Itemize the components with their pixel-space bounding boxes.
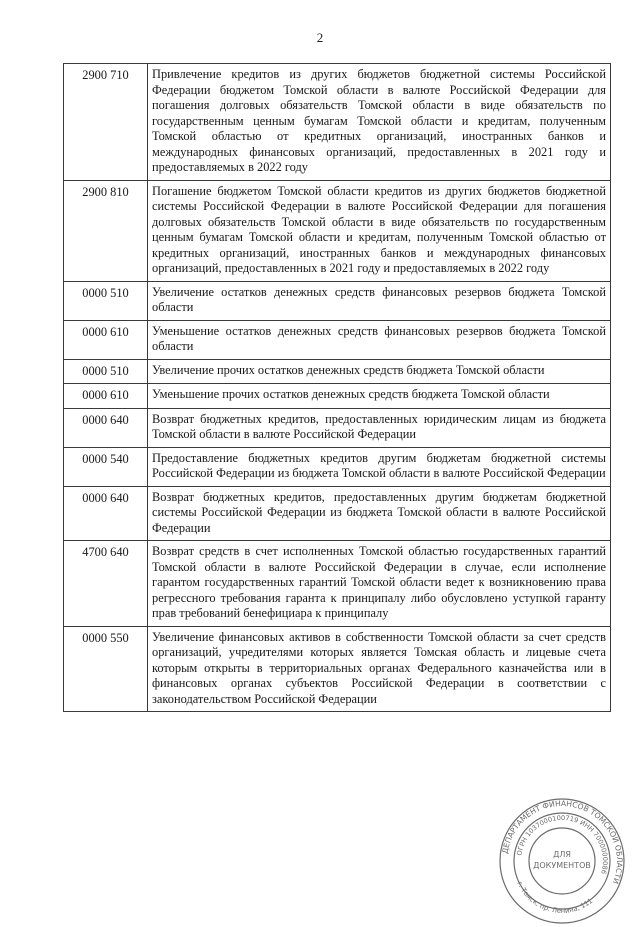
seal-icon [496, 795, 628, 927]
table-row [64, 541, 611, 627]
row-description: Увеличение прочих остатков денежных средств бюджета Томской области [148, 359, 611, 384]
table-row [64, 408, 611, 447]
row-code: 4700 640 [64, 541, 148, 627]
row-code: 2900 710 [64, 64, 148, 181]
table-row [64, 320, 611, 359]
row-code: 0000 550 [64, 626, 148, 712]
budget-codes-table [63, 63, 611, 712]
official-seal-stamp [496, 795, 628, 916]
row-description: Возврат средств в счет исполненных Томской областью государственных гарантий Томской области в валюте Российской Федерации в случае, если исполнение гарантом государственных гарантий Томской области ведет к возникновению права регрессного требования гаранта к принципалу либо обусловлено уступкой гаранту прав требований бенефициара к принципалу [148, 541, 611, 627]
row-code: 0000 640 [64, 408, 148, 447]
table-row [64, 281, 611, 320]
seal-center-line-2: ДОКУМЕНТОВ [533, 861, 591, 870]
row-code: 0000 510 [64, 281, 148, 320]
row-code: 0000 640 [64, 486, 148, 541]
page-number: 2 [316, 30, 324, 45]
row-description: Уменьшение прочих остатков денежных средств бюджета Томской области [148, 384, 611, 409]
table-row [64, 384, 611, 409]
seal-ogrn-text: ОГРН 1037000100719 ИНН 7000000086 [515, 813, 610, 875]
seal-address-text: г. Томск, пр. Ленина, 111 [515, 880, 595, 916]
table-row [64, 486, 611, 541]
row-description: Увеличение финансовых активов в собственности Томской области за счет средств организаций, учредителями которых является Томская область и лицевые счета которым открыты в территориальных органах Федерального казначейства или в финансовых органах субъектов Российской Федерации в соответствии с законодательством Российской Федерации [148, 626, 611, 712]
table-row [64, 359, 611, 384]
row-description: Увеличение остатков денежных средств финансовых резервов бюджета Томской области [148, 281, 611, 320]
row-description: Возврат бюджетных кредитов, предоставленных другим бюджетам бюджетной системы Российской Федерации из бюджета Томской области в валюте Российской Федерации [148, 486, 611, 541]
table-row [64, 64, 611, 181]
seal-outer-text: ДЕПАРТАМЕНТ ФИНАНСОВ ТОМСКОЙ ОБЛАСТИ [500, 798, 625, 886]
seal-center-line-1: ДЛЯ [553, 850, 571, 859]
row-description: Привлечение кредитов из других бюджетов бюджетной системы Российской Федерации бюджетом Томской области в валюте Российской Федерации для погашения долговых обязательств Томской области в виде обязательств по государственным ценным бумагам Томской области и кредитам, полученным Томской областью от кредитных организаций, иностранных банков и международных финансовых организаций, предоставленных в 2021 году и предоставляемых в 2022 году [148, 64, 611, 181]
row-description: Предоставление бюджетных кредитов другим бюджетам бюджетной системы Российской Федерации из бюджета Томской области в валюте Российской Федерации [148, 447, 611, 486]
row-description: Уменьшение остатков денежных средств финансовых резервов бюджета Томской области [148, 320, 611, 359]
table-row [64, 626, 611, 712]
table-row [64, 180, 611, 281]
row-code: 0000 610 [64, 320, 148, 359]
row-code: 0000 610 [64, 384, 148, 409]
row-code: 2900 810 [64, 180, 148, 281]
row-description: Возврат бюджетных кредитов, предоставленных юридическим лицам из бюджета Томской области в валюте Российской Федерации [148, 408, 611, 447]
row-code: 0000 510 [64, 359, 148, 384]
row-code: 0000 540 [64, 447, 148, 486]
table-row [64, 447, 611, 486]
row-description: Погашение бюджетом Томской области кредитов из других бюджетов бюджетной системы Российской Федерации в валюте Российской Федерации для погашения долговых обязательств Томской области в виде обязательств по государственным ценным бумагам Томской области и кредитам, полученным Томской областью от кредитных организаций, иностранных банков и международных финансовых организаций, предоставленных в 2021 году и предоставляемых в 2022 году [148, 180, 611, 281]
